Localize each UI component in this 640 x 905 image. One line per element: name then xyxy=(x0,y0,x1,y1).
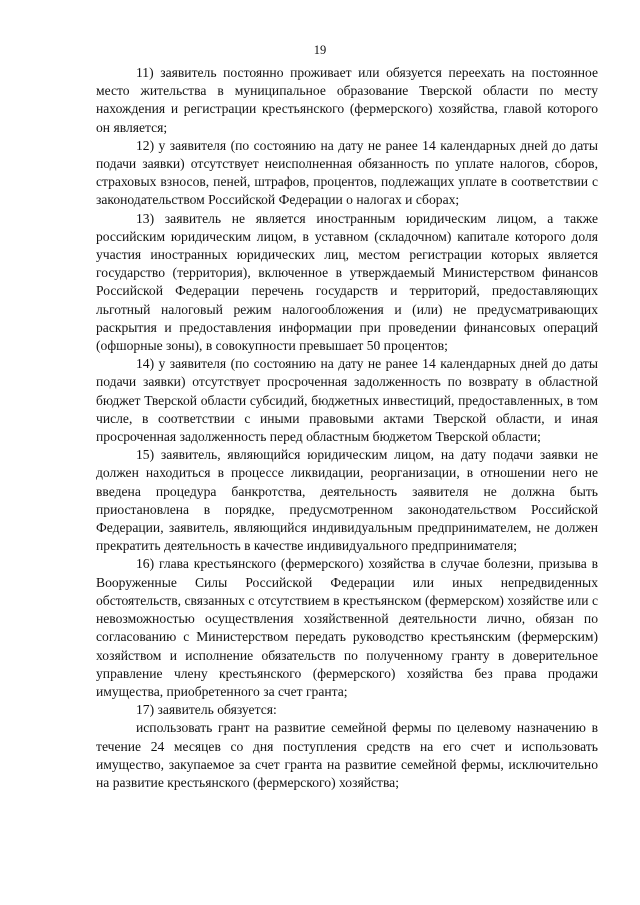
paragraph-item-16: 16) глава крестьянского (фермерского) хозяйства в случае болезни, призыва в Вооруженные Силы Российской Федерации или иных непредвиденных обстоятельств, связанных с отсутствием в крестьянском (фермерском) хозяйстве или с невозможностью осуществления хозяйственной деятельности лично, обязан по согласованию с Министерством передать руководство крестьянским (фермерским) хозяйством и исполнение обязательств по полученному гранту в доверительное управление члену крестьянского (фермерского) хозяйства без права продажи имущества, приобретенного за счет гранта; xyxy=(96,556,598,699)
paragraph-item-17: 17) заявитель обязуется: xyxy=(136,702,277,718)
paragraph-item-12: 12) у заявителя (по состоянию на дату не ранее 14 календарных дней до даты подачи заявки) отсутствует неисполненная обязанность по уплате налогов, сборов, страховых взносов, пеней, штрафов, процентов, подлежащих уплате в соответствии с законодательством Российской Федерации о налогах и сборах; xyxy=(96,137,598,208)
paragraph-item-13: 13) заявитель не является иностранным юридическим лицом, а также российским юридическим лицом, в уставном (складочном) капитале которого доля участия иностранных юридических лиц, местом регистрации которых является государство (территория), включенное в утверждаемый Министерством финансов Российской Федерации перечень государств и территорий, предоставляющих льготный налоговый режим налогообложения и (или) не предусматривающих раскрытия и предоставления информации при проведении финансовых операций (офшорные зоны), в совокупности превышает 50 процентов; xyxy=(96,210,598,354)
paragraph-item-17-obligation: использовать грант на развитие семейной фермы по целевому назначению в течение 24 месяцев со дня поступления средств на его счет и использовать имущество, закупаемое за счет гранта на развитие семейной фермы, исключительно на развитие крестьянского (фермерского) хозяйства; xyxy=(96,720,598,790)
paragraph-item-14: 14) у заявителя (по состоянию на дату не ранее 14 календарных дней до даты подачи заявки) отсутствует просроченная задолженность по возврату в областной бюджет Тверской области субсидий, бюджетных инвестиций, предоставленных, в том числе, в соответствии с иными правовыми актами Тверской области, и иная просроченная задолженность перед областным бюджетом Тверской области; xyxy=(96,356,598,445)
paragraph-item-15: 15) заявитель, являющийся юридическим лицом, на дату подачи заявки не должен находиться в процессе ликвидации, реорганизации, в отношении него не введена процедура банкротства, деятельность заявителя не должна быть приостановлена в порядке, предусмотренном законодательством Российской Федерации, заявитель, являющийся индивидуальным предпринимателем, не должен прекратить деятельность в качестве индивидуального предпринимателя; xyxy=(96,447,598,554)
page-number: 19 xyxy=(313,43,327,57)
paragraph-item-11: 11) заявитель постоянно проживает или обязуется переехать на постоянное место жительства в муниципальное образование Тверской области по месту нахождения и регистрации крестьянского (фермерского) хозяйства, главой которого он является; xyxy=(96,65,598,135)
document-body xyxy=(96,64,598,792)
